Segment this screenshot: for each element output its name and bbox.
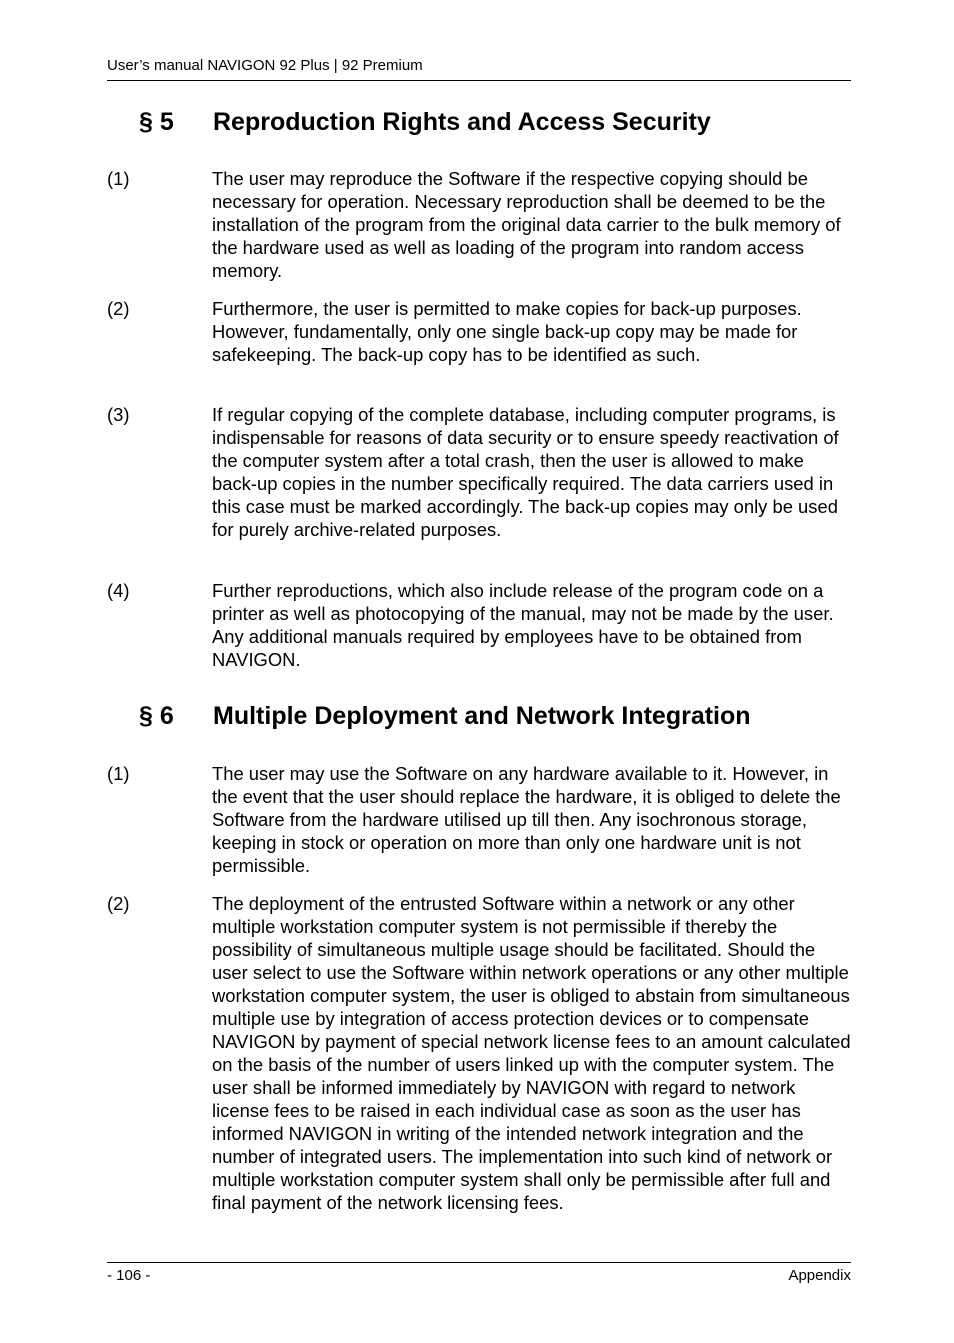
section-title: Multiple Deployment and Network Integration	[213, 702, 751, 730]
section-title: Reproduction Rights and Access Security	[213, 108, 711, 136]
section-6-paragraph-2	[107, 892, 852, 1214]
section-6-paragraph-1	[107, 762, 852, 877]
paragraph-text: Furthermore, the user is permitted to make copies for back-up purposes. However, fundamentally, only one single back-up copy may be made for safekeeping. The back-up copy has to be identified as such.	[212, 298, 802, 365]
page-header	[107, 57, 851, 81]
paragraph-text: The user may use the Software on any hardware available to it. However, in the event that the user should replace the hardware, it is obliged to delete the Software from the hardware utilised up till then. Any isochronous storage, keeping in stock or operation on more than only one hardware unit is not permissible.	[212, 763, 841, 876]
paragraph-text: The user may reproduce the Software if the respective copying should be necessary for operation. Necessary reproduction shall be deemed to be the installation of the program from the original data carrier to the bulk memory of the hardware used as well as loading of the program into random access memory.	[212, 168, 841, 281]
paragraph-text: If regular copying of the complete database, including computer programs, is indispensable for reasons of data security or to ensure speedy reactivation of the computer system after a total crash, then the user is allowed to make back-up copies in the number specifically required. The data carriers used in this case must be marked accordingly. The back-up copies may only be used for purely archive-related purposes.	[212, 404, 839, 540]
section-5-paragraph-4	[107, 579, 852, 671]
section-number: § 6	[139, 702, 174, 730]
section-5-paragraph-3	[107, 403, 852, 541]
paragraph-number: (4)	[107, 580, 130, 601]
section-6-heading	[139, 701, 751, 731]
chapter-name: Appendix	[788, 1267, 851, 1284]
page-footer	[107, 1262, 851, 1285]
page-number: - 106 -	[107, 1267, 151, 1284]
paragraph-number: (2)	[107, 893, 130, 914]
paragraph-text: The deployment of the entrusted Software within a network or any other multiple workstation computer system is not permissible if thereby the possibility of simultaneous multiple usage should be facilitated. Should the user select to use the Software within network operations or any other multiple workstation computer system, the user is obliged to abstain from simultaneous multiple use by integration of access protection devices or to compensate NAVIGON by payment of special network license fees to an amount calculated on the basis of the number of users linked up with the computer system. The user shall be informed immediately by NAVIGON with regard to network license fees to be raised in each individual case as soon as the user has informed NAVIGON in writing of the intended network integration and the number of integrated users. The implementation into such kind of network or multiple workstation computer system shall only be permissible after full and final payment of the network licensing fees.	[212, 893, 851, 1213]
section-5-paragraph-1	[107, 167, 852, 282]
section-5-heading	[139, 107, 711, 137]
header-title: User’s manual NAVIGON 92 Plus | 92 Premium	[107, 57, 423, 74]
section-number: § 5	[139, 108, 174, 136]
section-5-paragraph-2	[107, 297, 852, 366]
paragraph-number: (2)	[107, 298, 130, 319]
paragraph-number: (3)	[107, 404, 130, 425]
paragraph-text: Further reproductions, which also include release of the program code on a printer as well as photocopying of the manual, may not be made by the user. Any additional manuals required by employees have to be obtained from NAVIGON.	[212, 580, 834, 670]
paragraph-number: (1)	[107, 168, 130, 189]
paragraph-number: (1)	[107, 763, 130, 784]
